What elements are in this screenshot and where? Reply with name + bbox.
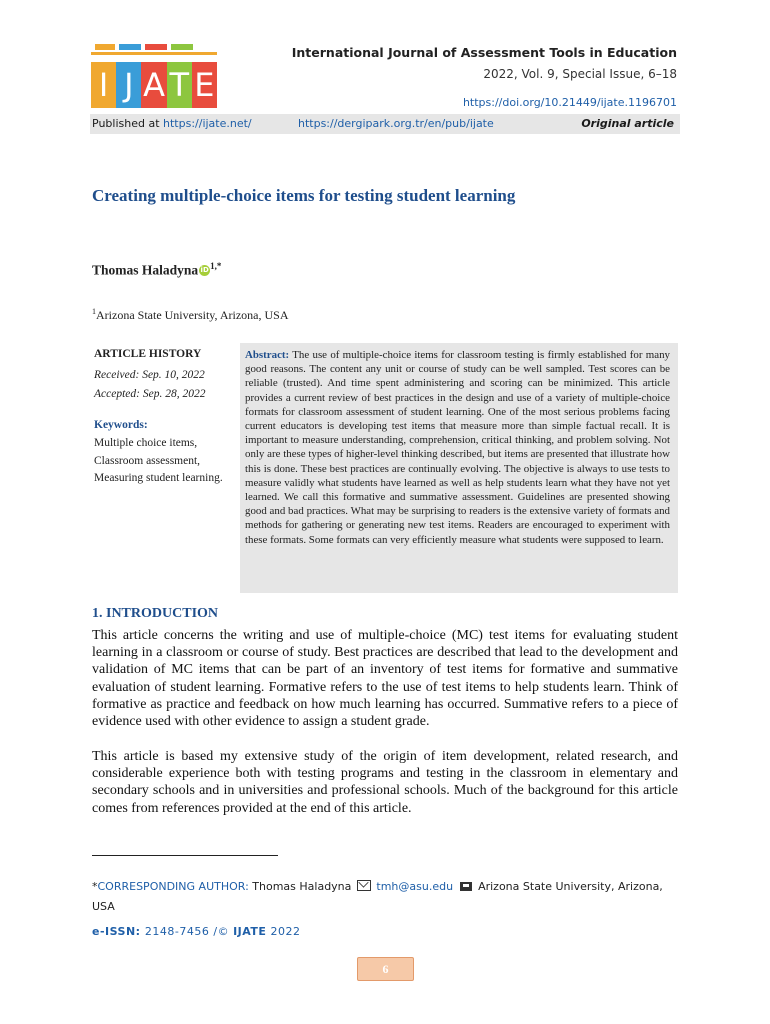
author-line: [92, 261, 221, 279]
logo-letter-e: E: [192, 62, 217, 108]
author-address: Arizona State University, Arizona, USA: [92, 880, 663, 913]
logo-letter-j: J: [116, 62, 141, 108]
journal-logo: [91, 42, 217, 110]
keyword-item: Measuring student learning.: [94, 472, 223, 484]
corresponding-author-footnote: [92, 877, 680, 917]
logo-bar: [119, 44, 141, 50]
published-at: [92, 117, 252, 130]
intro-paragraph-1: This article concerns the writing and use of multiple-choice (MC) test items for evaluating student learning in a classroom or course of study. Best practices are described that lead to the development and validation of MC items that can be part of an inventory of test items for formative and summative evaluation of student learning. Formative refers to the use of test items to help students learn. Think of formative as practice and feedback on how much learning has occurred. Summative refers to a piece of evidence used with other evidence to assign a student grade.: [92, 628, 678, 730]
logo-bar: [95, 44, 115, 50]
logo-bar: [91, 52, 217, 55]
abstract-label: Abstract:: [245, 349, 290, 361]
eissn-label: e-ISSN:: [92, 925, 145, 938]
institution-icon: [460, 882, 472, 891]
corresponding-author-label: CORRESPONDING AUTHOR:: [97, 880, 253, 893]
abstract-box: [240, 343, 678, 593]
published-label: Published at: [92, 117, 164, 130]
ijate-link[interactable]: https://ijate.net/: [163, 117, 252, 130]
introduction-heading: 1. INTRODUCTION: [92, 606, 219, 621]
author-superscript: 1,*: [210, 261, 222, 271]
paper-title: Creating multiple-choice items for testing student learning: [92, 186, 516, 205]
author-email-link[interactable]: tmh@asu.edu: [376, 880, 454, 893]
publication-bar: [90, 114, 680, 134]
eissn-value: 2148-7456 /©: [144, 925, 234, 938]
article-type: Original article: [581, 117, 674, 130]
author-name: Thomas Haladyna: [92, 262, 199, 278]
received-date: Received: Sep. 10, 2022: [94, 369, 205, 381]
footnote-divider: [92, 855, 278, 856]
corresponding-author-name: Thomas Haladyna: [252, 880, 352, 893]
abstract-text: The use of multiple-choice items for classroom testing is firmly established for many good reasons. The content any unit or course of study can be well sampled. Test scores can be reliable (trusted). And time spent administering and scoring can be minimized. This article provides a current review of best practices in the design and use of a variety of multiple-choice formats for classroom assessment of student learning. One of the most serious problems facing current educators is developing test items that measure more than simple factual recall. It is important to measure understanding, comprehension, critical thinking, and problem solving. Not only are these types of higher-level thinking described, but items are presented that illustrate how this is done. These best practices are continually evolving. The objective is always to use tests to measure validly what students have learned as well as help students learn what they have not yet learned. We call this formative and summative assessment. Guidelines are presented showing good and bad practices. What may be surprising to readers is the extensive variety of formats and methods for gathering or generating new test items. Readers are encouraged to experiment with these formats. Some formats can very efficiently measure what students were supposed to learn.: [245, 349, 670, 546]
keyword-item: Classroom assessment,: [94, 455, 201, 467]
journal-title: International Journal of Assessment Tools in Education: [291, 45, 677, 60]
intro-paragraph-2: This article is based my extensive study of the origin of item development, related research, and considerable experience both with testing programs and testing in the classroom in elementary and secondary schools and in universities and professional schools. Much of the background for this article comes from references provided at the end of this article.: [92, 749, 678, 816]
keyword-item: Multiple choice items,: [94, 437, 198, 449]
mail-icon: [357, 880, 371, 891]
eissn-line: [92, 925, 300, 938]
footer-year: 2022: [266, 925, 301, 938]
abstract: [245, 348, 670, 547]
logo-letter-t: T: [167, 62, 192, 108]
footer-journal: IJATE: [233, 925, 267, 938]
journal-volume: 2022, Vol. 9, Special Issue, 6–18: [483, 67, 677, 81]
affiliation-superscript: 1: [92, 307, 96, 316]
logo-bar: [171, 44, 193, 50]
affiliation-text: Arizona State University, Arizona, USA: [96, 308, 289, 322]
affiliation: [92, 307, 289, 323]
orcid-icon[interactable]: iD: [200, 265, 209, 274]
dergipark-link[interactable]: https://dergipark.org.tr/en/pub/ijate: [298, 117, 494, 130]
doi-link[interactable]: https://doi.org/10.21449/ijate.1196701: [462, 96, 677, 109]
page-number: 6: [357, 957, 414, 981]
article-history-heading: ARTICLE HISTORY: [94, 348, 202, 360]
keywords-heading: Keywords:: [94, 419, 148, 431]
footnote-star: *: [92, 880, 98, 893]
accepted-date: Accepted: Sep. 28, 2022: [94, 388, 206, 400]
logo-letter-a: A: [141, 62, 166, 108]
logo-bar: [145, 44, 167, 50]
logo-letter-i: I: [91, 62, 116, 108]
